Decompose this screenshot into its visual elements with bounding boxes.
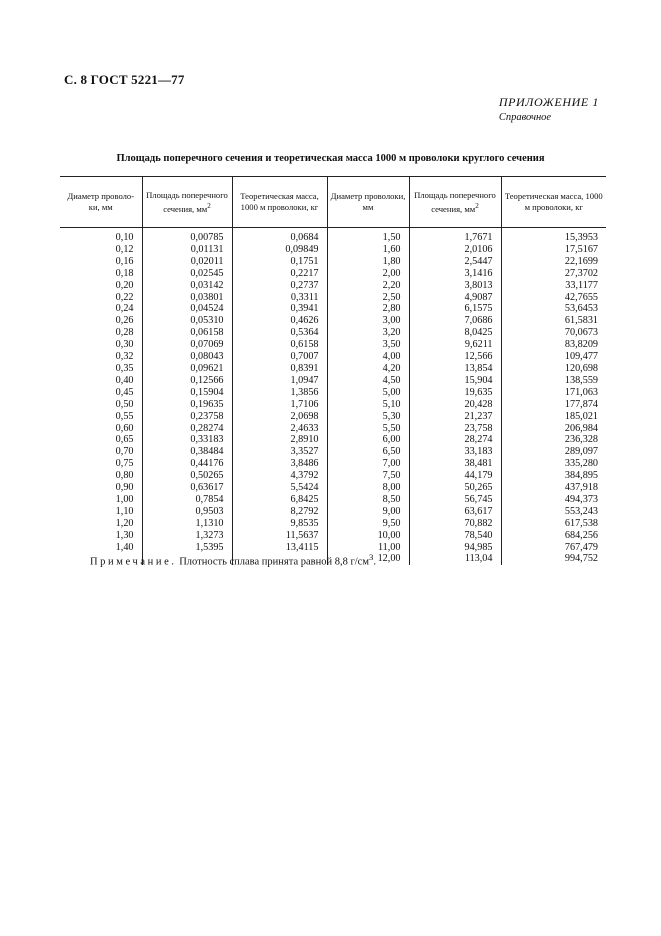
table-cell: 0,05310 [142, 315, 232, 327]
table-cell: 0,2737 [232, 280, 327, 292]
table-cell: 0,03801 [142, 292, 232, 304]
table-cell: 0,02545 [142, 268, 232, 280]
table-cell: 15,3953 [501, 228, 606, 244]
table-row [60, 399, 606, 411]
table-cell: 0,55 [115, 410, 134, 422]
table-cell: 4,50 [327, 375, 409, 387]
table-row [60, 268, 606, 280]
table-row [60, 375, 606, 387]
table-cell: 53,6453 [501, 303, 606, 315]
table-cell: 0,07069 [142, 339, 232, 351]
table-cell: 994,752 [501, 553, 606, 565]
table-cell: 0,5364 [232, 327, 327, 339]
table-cell: 4,00 [327, 351, 409, 363]
table-cell: 289,097 [501, 446, 606, 458]
table-cell: 61,5831 [501, 315, 606, 327]
page-header: С. 8 ГОСТ 5221—77 [64, 72, 185, 87]
table-cell: 0,28274 [142, 423, 232, 435]
table-cell: 6,1575 [409, 303, 501, 315]
table-cell: 2,8910 [232, 434, 327, 446]
table-cell: 9,8535 [232, 518, 327, 530]
table-cell: 56,745 [409, 494, 501, 506]
table-cell: 0,38484 [142, 446, 232, 458]
table-cell: 23,758 [409, 423, 501, 435]
table-row [60, 482, 606, 494]
table-cell: 28,274 [409, 434, 501, 446]
table-cell: 5,50 [327, 423, 409, 435]
table-cell: 0,9503 [142, 506, 232, 518]
table-cell: 63,617 [409, 506, 501, 518]
table-cell: 0,60 [115, 422, 134, 434]
table-cell: 19,635 [409, 387, 501, 399]
table-cell: 0,19635 [142, 399, 232, 411]
table-cell: 1,0947 [232, 375, 327, 387]
table-cell: 0,10 [115, 232, 134, 243]
table-cell: 236,328 [501, 434, 606, 446]
table-cell: 22,1699 [501, 256, 606, 268]
table-cell: 7,00 [327, 458, 409, 470]
table-row [60, 506, 606, 518]
table-cell: 0,09849 [232, 244, 327, 256]
table-cell: 5,10 [327, 399, 409, 411]
table-row [60, 411, 606, 423]
table-cell: 0,7007 [232, 351, 327, 363]
table-cell: 0,24 [115, 303, 134, 315]
table-cell: 13,4115 [232, 542, 327, 554]
table-cell: 0,15904 [142, 387, 232, 399]
table-cell: 2,20 [327, 280, 409, 292]
table-cell: 0,45 [115, 386, 134, 398]
table-row [60, 423, 606, 435]
table-cell: 206,984 [501, 423, 606, 435]
table-cell: 185,021 [501, 411, 606, 423]
table-cell: 15,904 [409, 375, 501, 387]
table-cell: 171,063 [501, 387, 606, 399]
table-cell: 4,9087 [409, 292, 501, 304]
table-cell: 11,00 [327, 542, 409, 554]
table-cell: 0,90 [115, 482, 134, 494]
table-cell: 50,265 [409, 482, 501, 494]
table-title: Площадь поперечного сечения и теоретическая масса 1000 м проволоки круглого сечения [116, 153, 545, 164]
column-header: Теоретическая масса, 1000 м проволоки, кг [232, 177, 327, 228]
table-cell: 1,5395 [142, 542, 232, 554]
table-cell: 0,23758 [142, 411, 232, 423]
table-cell: 12,00 [327, 553, 409, 565]
table-row [60, 315, 606, 327]
table-cell: 1,30 [115, 529, 134, 541]
column-header: Площадь поперечного сечения, $мм^2$ [409, 177, 501, 228]
table-cell: 0,50265 [142, 470, 232, 482]
table-cell: 0,03142 [142, 280, 232, 292]
table-cell: 2,4633 [232, 423, 327, 435]
table-cell: 1,50 [327, 228, 409, 244]
table-cell: 0,40 [115, 374, 134, 386]
table-cell: 0,75 [115, 458, 134, 470]
table-cell: 94,985 [409, 542, 501, 554]
table-cell: 3,20 [327, 327, 409, 339]
table-cell: 0,3311 [232, 292, 327, 304]
table-cell: 1,3273 [142, 530, 232, 542]
table-cell: 120,698 [501, 363, 606, 375]
table-cell: 1,80 [327, 256, 409, 268]
appendix-block [499, 95, 599, 123]
table-cell: 0,8391 [232, 363, 327, 375]
table-row [60, 280, 606, 292]
table-cell: 553,243 [501, 506, 606, 518]
table-cell: 384,895 [501, 470, 606, 482]
table-cell: 3,8486 [232, 458, 327, 470]
table-cell: 0,12 [115, 243, 134, 255]
table-cell: 5,30 [327, 411, 409, 423]
table-cell: 8,50 [327, 494, 409, 506]
table-cell: 0,20 [115, 279, 134, 291]
table-cell: 0,65 [115, 434, 134, 446]
table-cell: 17,5167 [501, 244, 606, 256]
table-cell: 1,60 [327, 244, 409, 256]
table-row [60, 458, 606, 470]
data-table [60, 176, 606, 565]
table-cell: 2,0106 [409, 244, 501, 256]
table-cell: 70,0673 [501, 327, 606, 339]
table-cell: 113,04 [409, 553, 501, 565]
table-cell: 8,00 [327, 482, 409, 494]
table-cell: 0,1751 [232, 256, 327, 268]
table-cell: 9,00 [327, 506, 409, 518]
table-cell: 42,7655 [501, 292, 606, 304]
table-cell: 0,08043 [142, 351, 232, 363]
column-header: Площадь поперечного сечения, $мм^2$ [142, 177, 232, 228]
table-cell: 0,35 [115, 362, 134, 374]
table-cell: 1,20 [115, 517, 134, 529]
table-cell: 2,0698 [232, 411, 327, 423]
table-cell: 4,3792 [232, 470, 327, 482]
table-cell: 33,1177 [501, 280, 606, 292]
table-row [60, 530, 606, 542]
table-cell: 0,32 [115, 351, 134, 363]
table-cell: 4,20 [327, 363, 409, 375]
table-cell: 27,3702 [501, 268, 606, 280]
table-cell: 2,5447 [409, 256, 501, 268]
table-cell: 1,40 [115, 541, 134, 553]
table-cell: 83,8209 [501, 339, 606, 351]
table-cell: 9,6211 [409, 339, 501, 351]
note [90, 552, 376, 568]
table-cell: 335,280 [501, 458, 606, 470]
table-row [60, 303, 606, 315]
note-sup: 3 [369, 552, 374, 562]
table-cell: 0,33183 [142, 434, 232, 446]
table-cell: 3,3527 [232, 446, 327, 458]
table-cell: 2,80 [327, 303, 409, 315]
note-label: Примечание. [90, 556, 177, 568]
table-cell: 0,4626 [232, 315, 327, 327]
table-cell: 0,2217 [232, 268, 327, 280]
table-cell: 5,00 [327, 387, 409, 399]
table-cell: 0,26 [115, 315, 134, 327]
table-cell: 9,50 [327, 518, 409, 530]
table-cell: 5,5424 [232, 482, 327, 494]
table-cell: 494,373 [501, 494, 606, 506]
table-cell: 21,237 [409, 411, 501, 423]
table-cell: 109,477 [501, 351, 606, 363]
table-header-row [60, 177, 606, 228]
table-cell: 0,06158 [142, 327, 232, 339]
table-cell: 2,50 [327, 292, 409, 304]
appendix-subtitle: Справочное [498, 112, 552, 123]
table-cell: 3,8013 [409, 280, 501, 292]
table-cell: 8,2792 [232, 506, 327, 518]
table-cell: 8,0425 [409, 327, 501, 339]
table-cell: 12,566 [409, 351, 501, 363]
column-header: Теоретическая масса, 1000 м проволоки, кг [501, 177, 606, 228]
table-row [60, 327, 606, 339]
note-text: Плотность сплава принята равной 8,8 г/см [179, 556, 369, 568]
column-header: Диаметр проволо-ки, мм [60, 177, 142, 228]
table-row [60, 351, 606, 363]
table-cell: 6,00 [327, 434, 409, 446]
table-cell: 70,882 [409, 518, 501, 530]
column-header: Диаметр проволоки, мм [327, 177, 409, 228]
table-cell: 0,01131 [142, 244, 232, 256]
table-cell: 1,00 [115, 493, 134, 505]
table-row [60, 518, 606, 530]
table-cell: 1,1310 [142, 518, 232, 530]
table-cell: 0,22 [115, 291, 134, 303]
table-cell: 3,1416 [409, 268, 501, 280]
table-cell: 0,50 [115, 398, 134, 410]
table-cell: 6,8425 [232, 494, 327, 506]
table-cell: 0,0684 [232, 228, 327, 244]
table-cell: 1,10 [115, 505, 134, 517]
table-cell: 0,3941 [232, 303, 327, 315]
table-cell: 0,6158 [232, 339, 327, 351]
table-row [60, 363, 606, 375]
table-cell: 0,30 [115, 339, 134, 351]
table-cell: 0,70 [115, 446, 134, 458]
table-cell: 138,559 [501, 375, 606, 387]
table-row [60, 228, 606, 244]
table-cell: 437,918 [501, 482, 606, 494]
table-cell: 0,02011 [142, 256, 232, 268]
table-cell: 617,538 [501, 518, 606, 530]
table-cell: 0,63617 [142, 482, 232, 494]
table-row [60, 339, 606, 351]
table-cell: 0,7854 [142, 494, 232, 506]
appendix-title: ПРИЛОЖЕНИЕ 1 [498, 95, 599, 109]
table-cell: 6,50 [327, 446, 409, 458]
table-cell: 177,874 [501, 399, 606, 411]
table-cell: 0,12566 [142, 375, 232, 387]
table-cell: 0,80 [115, 470, 134, 482]
table-cell: 0,18 [115, 267, 134, 279]
table-cell: 20,428 [409, 399, 501, 411]
table-cell: 7,50 [327, 470, 409, 482]
table-cell: 0,04524 [142, 303, 232, 315]
table-cell: 3,50 [327, 339, 409, 351]
table-cell: 0,00785 [142, 228, 232, 244]
table-cell: 1,7106 [232, 399, 327, 411]
table-cell: 684,256 [501, 530, 606, 542]
table-cell: 0,44176 [142, 458, 232, 470]
table-cell: 10,00 [327, 530, 409, 542]
table-cell: 767,479 [501, 542, 606, 554]
table-cell: 0,16 [115, 255, 134, 267]
table-cell: 0,09621 [142, 363, 232, 375]
table-row [60, 292, 606, 304]
table-row [60, 244, 606, 256]
table-cell: 44,179 [409, 470, 501, 482]
table-row [60, 434, 606, 446]
table-row [60, 256, 606, 268]
table-row [60, 470, 606, 482]
table-cell: 1,7671 [409, 228, 501, 244]
table-cell: 1,3856 [232, 387, 327, 399]
note-end: . [373, 556, 376, 568]
table-cell: 78,540 [409, 530, 501, 542]
table-cell: 7,0686 [409, 315, 501, 327]
table-row [60, 494, 606, 506]
table-cell: 11,5637 [232, 530, 327, 542]
table-cell: 2,00 [327, 268, 409, 280]
table-row [60, 446, 606, 458]
table-cell: 0,28 [115, 327, 134, 339]
table-cell: 3,00 [327, 315, 409, 327]
table-cell: 13,854 [409, 363, 501, 375]
table-row [60, 387, 606, 399]
table-cell: 33,183 [409, 446, 501, 458]
table-body [60, 228, 606, 566]
table-cell: 38,481 [409, 458, 501, 470]
